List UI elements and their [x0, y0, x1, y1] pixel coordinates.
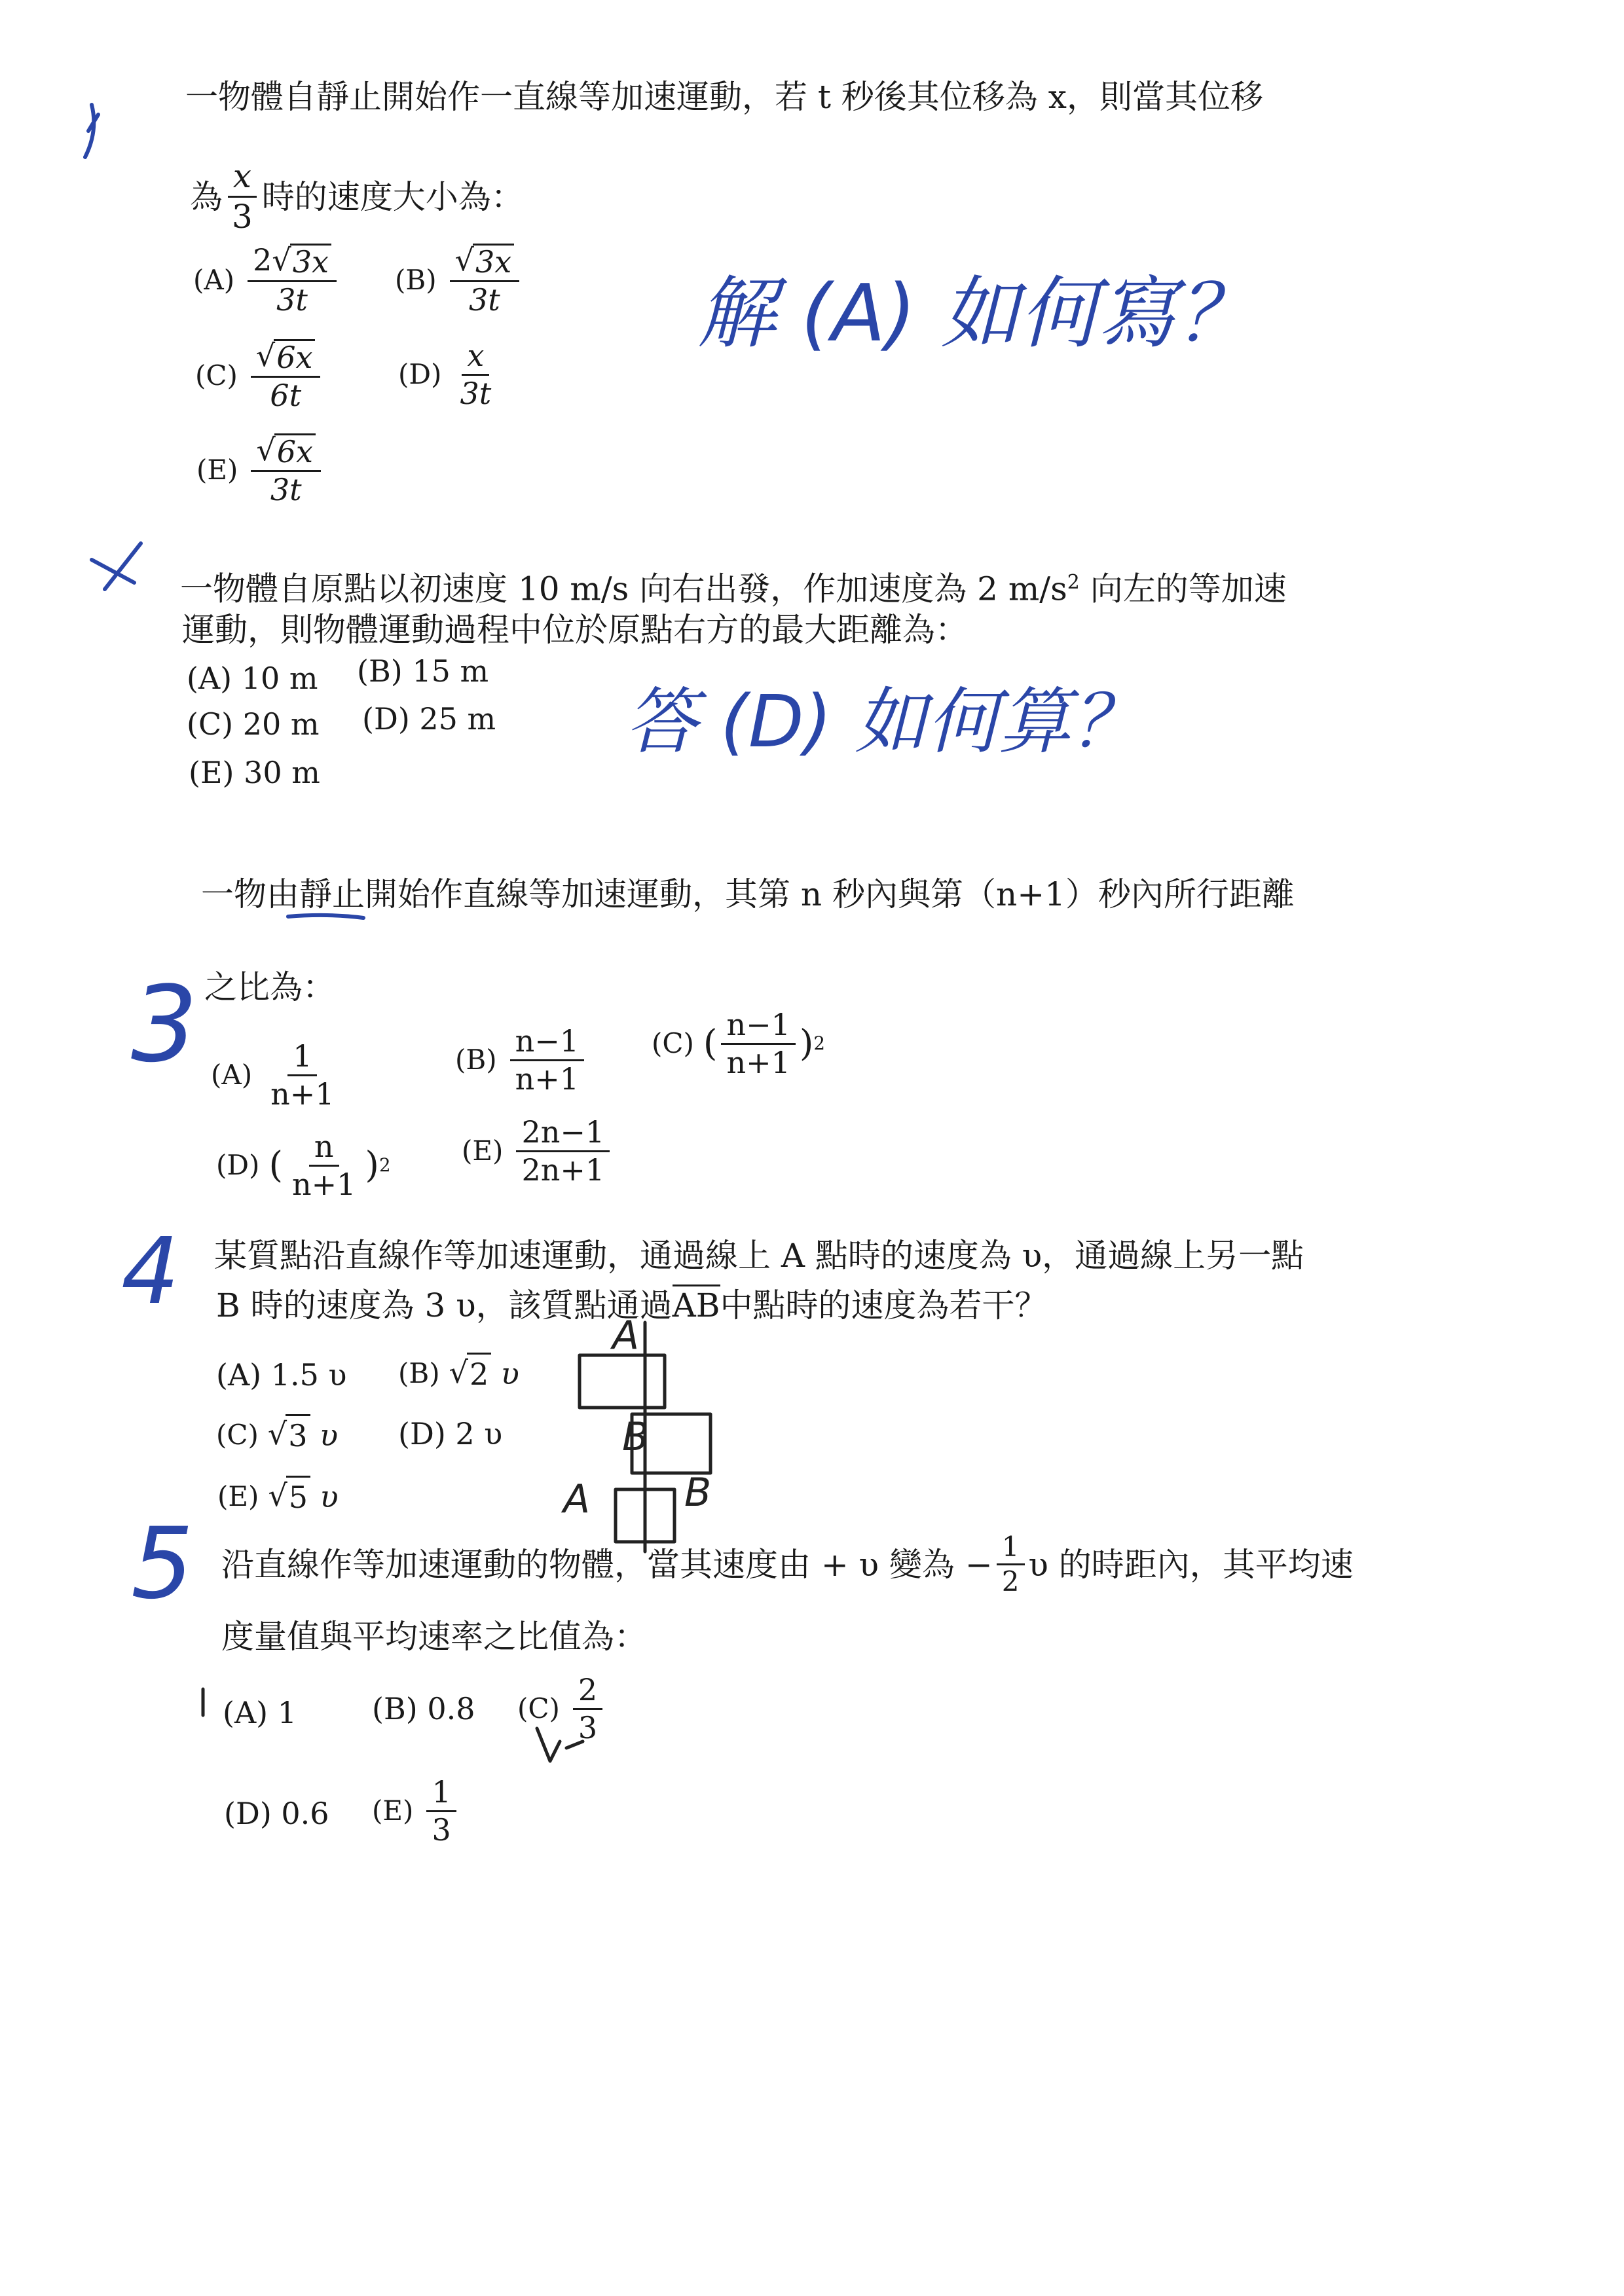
q3-option-b[interactable]: [455, 1025, 588, 1095]
q4-line1: 某質點沿直線作等加速運動，通過線上 A 點時的速度為 υ，通過線上另一點: [214, 1237, 1304, 1275]
q4-sketch-label-b2: B: [684, 1470, 712, 1516]
q4-sketch-box-2: [632, 1414, 710, 1473]
q5-option-e-label: (E): [372, 1795, 414, 1827]
q1-option-c-radicand: 6x: [274, 339, 315, 374]
q1-option-a-num: [248, 244, 337, 282]
q2-line1-b: 向左的等加速: [1079, 570, 1287, 608]
q1-option-e-label: (E): [196, 453, 238, 486]
q4-line2-pre: B 時的速度為 3 υ，該質點通過: [216, 1286, 673, 1324]
q4-option-b-radicand: 2: [467, 1353, 491, 1394]
q4-option-c-label: (C): [216, 1418, 259, 1451]
q5-option-e-num: 1: [426, 1776, 456, 1812]
q3-option-c-frac: [721, 1008, 795, 1079]
q5-option-e-frac: [426, 1776, 456, 1846]
q5-option-c-num: 2: [573, 1673, 602, 1710]
q4-option-e-radical: √ 5: [268, 1476, 310, 1517]
q2-handwritten-note: 答 (D) 如何算？: [625, 680, 1143, 763]
q1-option-d-frac: [454, 339, 496, 410]
q4-margin-number: 4: [121, 1218, 180, 1325]
q4-option-e-unit: υ: [320, 1478, 339, 1514]
q3-option-a-frac: [265, 1040, 339, 1110]
q1-option-a-den: 3t: [276, 282, 308, 318]
q2-check-mark: [92, 543, 141, 589]
q5-frac-den: 2: [1001, 1565, 1020, 1598]
q1-margin-mark: [85, 105, 98, 157]
q5-option-c-den: 3: [578, 1709, 598, 1745]
q3-option-b-label: (B): [455, 1044, 497, 1076]
q4-option-d[interactable]: (D) 2 υ: [398, 1416, 503, 1451]
q1-option-b-den: 3t: [469, 282, 500, 318]
q3-option-d-paren-close: ): [365, 1144, 379, 1187]
q2-line1-sup: 2: [1067, 571, 1080, 594]
q1-option-a-radicand: 3x: [290, 244, 331, 279]
q4-option-c-unit: υ: [320, 1417, 339, 1453]
q3-option-c[interactable]: [652, 1008, 825, 1079]
q3-option-e-frac: [516, 1116, 610, 1186]
q3-option-a-den: n+1: [270, 1076, 335, 1112]
q4-line2-post: 中點時的速度為若干？: [720, 1286, 1048, 1324]
q1-option-d-num: x: [462, 339, 489, 376]
q4-sketch-label-b: B: [622, 1414, 650, 1460]
q1-option-c-den: 6t: [270, 377, 302, 413]
q4-line2: [216, 1286, 1048, 1325]
q2-option-a[interactable]: (A) 10 m: [187, 661, 318, 696]
q1-option-c-radical: √ 6x: [256, 339, 316, 374]
q1-option-a-frac: [248, 244, 337, 316]
q5-frac-num: 1: [997, 1532, 1025, 1565]
q3-option-a-num: 1: [287, 1040, 317, 1076]
q1-fraction: [227, 158, 258, 235]
q3-option-b-frac: [510, 1025, 584, 1095]
q2-line1: [180, 563, 1287, 609]
q2-line1-a: 一物體自原點以初速度 10 m/s 向右出發，作加速度為 2 m/s: [180, 570, 1067, 608]
q2-option-c[interactable]: (C) 20 m: [187, 706, 320, 742]
q4-option-b-label: (B): [398, 1357, 440, 1389]
q1-option-c-label: (C): [195, 359, 238, 392]
q1-option-e-frac: [251, 433, 321, 506]
q1-option-d-label: (D): [398, 358, 442, 391]
q3-underline: [288, 915, 363, 918]
q1-line2-pre: 為: [190, 177, 223, 216]
q1-option-a-radical: √ 3x: [272, 244, 331, 279]
q1-option-b-radicand: 3x: [473, 244, 514, 279]
q1-option-d[interactable]: [398, 339, 500, 410]
q5-line1: [221, 1532, 1354, 1597]
q4-option-b[interactable]: [398, 1353, 519, 1394]
q3-option-d-paren-open: (: [268, 1144, 283, 1187]
q4-sketch: [561, 1313, 711, 1552]
q4-sketch-label-a2: A: [563, 1476, 591, 1522]
q5-option-c[interactable]: [517, 1673, 606, 1744]
q4-option-a[interactable]: (A) 1.5 υ: [216, 1357, 347, 1393]
q4-option-c[interactable]: [216, 1414, 338, 1455]
q1-option-b-radical: √ 3x: [455, 244, 515, 279]
q1-handwritten-note: 解 (A) 如何寫？: [697, 268, 1256, 359]
q3-option-c-den: n+1: [726, 1044, 790, 1080]
q1-option-b-frac: [450, 244, 520, 316]
q1-line2: [190, 158, 524, 235]
q3-margin-number: 3: [131, 963, 198, 1085]
q1-option-e-den: 3t: [270, 471, 302, 507]
q3-option-d-frac: [287, 1130, 361, 1201]
q3-line1: 一物由靜止開始作直線等加速運動，其第 n 秒內與第（n+1）秒內所行距離: [201, 875, 1295, 913]
q1-option-c-num: [251, 339, 321, 378]
q4-option-e-label: (E): [217, 1480, 259, 1512]
q1-option-a-coef: 2: [253, 242, 272, 278]
q4-segment-ab: AB: [673, 1285, 720, 1324]
q4-option-b-radical: √ 2: [449, 1353, 492, 1394]
q4-option-e[interactable]: [217, 1476, 339, 1517]
q2-option-e[interactable]: (E) 30 m: [189, 755, 320, 790]
q4-option-b-unit: υ: [500, 1355, 519, 1391]
q1-option-e-radicand: 6x: [274, 433, 316, 469]
q3-option-c-paren-open: (: [703, 1023, 718, 1065]
q5-option-d[interactable]: (D) 0.6: [224, 1796, 329, 1831]
q1-option-d-den: 3t: [460, 375, 492, 411]
q3-option-c-paren-close: ): [799, 1023, 814, 1065]
q1-option-e-num: [251, 433, 321, 472]
q5-fraction: [997, 1532, 1025, 1597]
q5-line2: 度量值與平均速率之比值為：: [221, 1618, 647, 1656]
q5-option-c-label: (C): [517, 1692, 560, 1725]
q3-option-d[interactable]: [216, 1130, 391, 1201]
q3-option-e-num: 2n−1: [516, 1116, 610, 1152]
q3-option-a-label: (A): [211, 1059, 253, 1091]
q3-option-c-label: (C): [652, 1027, 694, 1060]
q5-line1-post: υ 的時距內，其平均速: [1028, 1545, 1354, 1584]
q1-line2-post: 時的速度大小為：: [261, 177, 524, 216]
q3-option-c-num: n−1: [721, 1008, 795, 1045]
q1-option-b-label: (B): [395, 263, 437, 296]
q1-frac-num: x: [228, 158, 257, 198]
q3-option-d-label: (D): [216, 1149, 260, 1182]
q5-margin-number: 5: [131, 1507, 194, 1621]
q4-sketch-label-a: A: [612, 1313, 640, 1358]
q1-option-b[interactable]: [395, 244, 523, 316]
q3-line2: 之比為：: [204, 968, 335, 1006]
q5-option-a[interactable]: (A) 1: [223, 1695, 297, 1730]
q4-option-c-radicand: 3: [286, 1414, 310, 1455]
q1-option-e-radical: √ 6x: [256, 433, 316, 469]
q1-option-a[interactable]: [193, 244, 341, 316]
q3-option-a[interactable]: [211, 1040, 344, 1110]
q4-option-c-radical: √ 3: [268, 1414, 310, 1455]
q1-line1: 一物體自靜止開始作一直線等加速運動，若 t 秒後其位移為 x，則當其位移: [185, 78, 1263, 116]
q3-option-e[interactable]: [462, 1116, 614, 1186]
q1-frac-den: 3: [232, 198, 253, 236]
q3-option-e-den: 2n+1: [521, 1152, 605, 1188]
q2-option-b[interactable]: (B) 15 m: [357, 653, 489, 689]
q3-option-d-num: n: [309, 1130, 339, 1167]
q3-option-b-num: n−1: [510, 1025, 584, 1061]
q5-option-e[interactable]: [372, 1776, 460, 1846]
q3-option-c-exp: 2: [813, 1032, 825, 1055]
q3-option-e-label: (E): [462, 1135, 504, 1167]
q1-option-e[interactable]: [196, 433, 325, 506]
q1-option-c[interactable]: [195, 339, 324, 412]
q1-option-b-num: [450, 244, 520, 282]
q5-option-e-den: 3: [432, 1812, 451, 1848]
q5-option-b[interactable]: (B) 0.8: [372, 1691, 475, 1726]
q4-sketch-box-1: [580, 1355, 665, 1408]
q2-line2: 運動，則物體運動過程中位於原點右方的最大距離為：: [182, 611, 968, 649]
q3-option-b-den: n+1: [515, 1061, 580, 1097]
q1-option-c-frac: [251, 339, 321, 412]
q2-option-d[interactable]: (D) 25 m: [362, 701, 496, 737]
q3-option-d-den: n+1: [291, 1166, 356, 1202]
q5-option-c-frac: [573, 1673, 602, 1744]
q3-option-d-exp: 2: [378, 1154, 391, 1176]
q5-line1-pre: 沿直線作等加速運動的物體，當其速度由 + υ 變為 −: [221, 1545, 993, 1584]
q1-option-a-label: (A): [193, 263, 235, 296]
q4-option-e-radicand: 5: [286, 1476, 310, 1517]
